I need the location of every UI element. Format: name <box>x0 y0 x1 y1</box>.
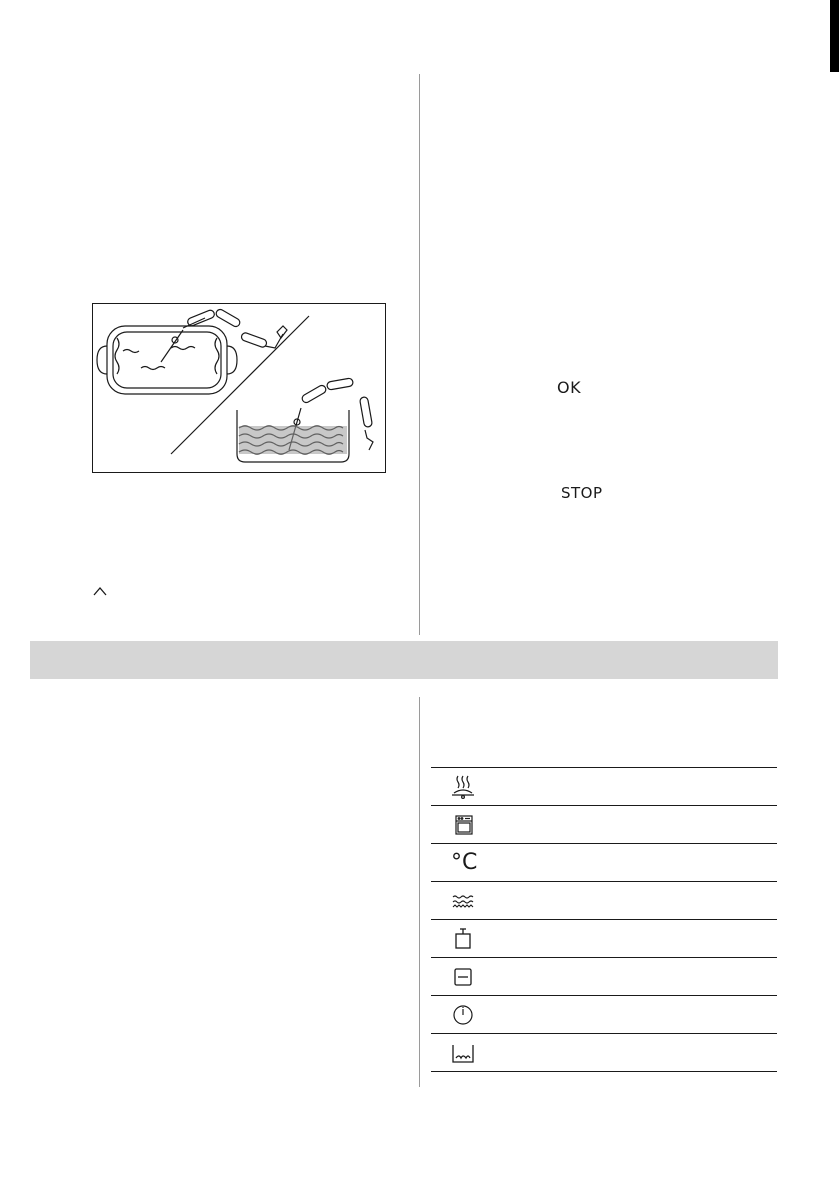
ok-key-label: OK <box>557 378 582 397</box>
sensor-illustration <box>92 303 386 473</box>
warming-plate-icon <box>449 774 477 800</box>
heat-waves-icon <box>449 888 477 914</box>
section-header-band <box>30 641 778 679</box>
table-row <box>431 995 777 1033</box>
table-row <box>431 919 777 957</box>
timer-icon <box>449 926 477 952</box>
temperature-icon: °C <box>451 850 478 875</box>
column-divider-bottom <box>419 697 420 1087</box>
symbols-table <box>431 767 777 1072</box>
minus-box-icon <box>449 964 477 990</box>
water-tank-icon <box>449 1040 477 1066</box>
clock-icon <box>449 1002 477 1028</box>
table-row <box>431 1033 777 1072</box>
oven-display-icon <box>449 812 477 838</box>
column-divider-top <box>419 74 420 635</box>
stop-key-label: STOP <box>561 484 603 502</box>
table-row <box>431 843 777 881</box>
table-row <box>431 957 777 995</box>
chevron-up-icon <box>92 582 108 594</box>
table-row <box>431 881 777 919</box>
table-row <box>431 805 777 843</box>
page-edge-marker <box>830 0 839 72</box>
sensor-illustration-drawing <box>93 304 385 472</box>
table-row <box>431 767 777 805</box>
